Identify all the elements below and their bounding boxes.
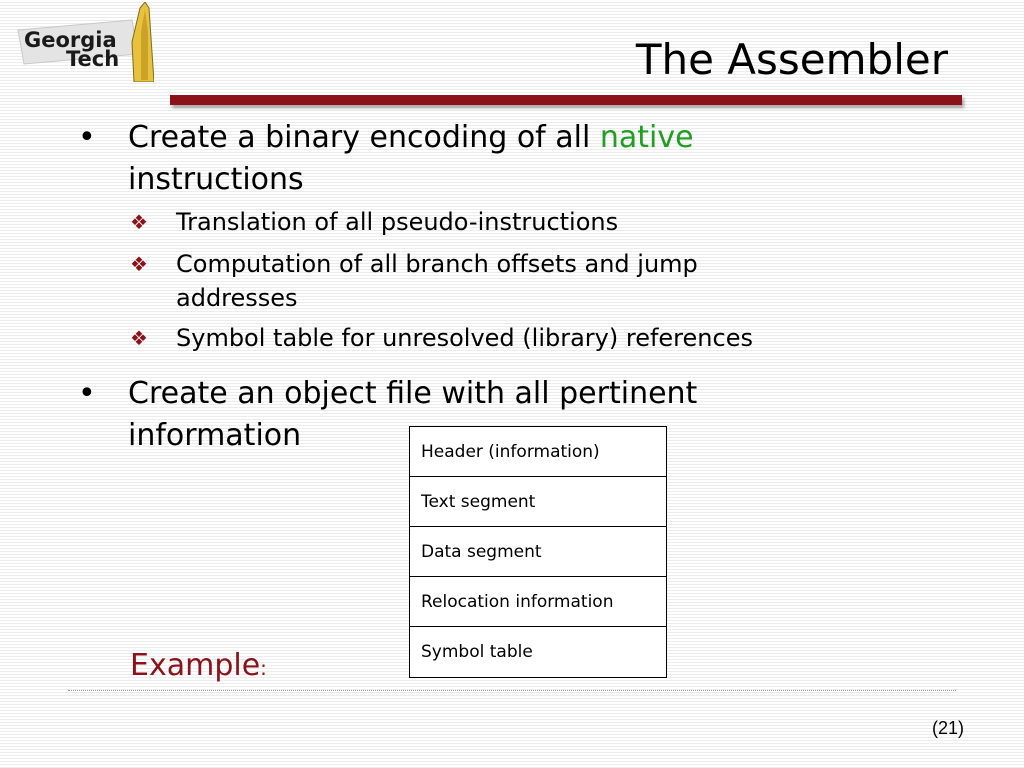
diamond-bullet-icon: ❖ bbox=[130, 210, 148, 234]
object-file-section-data: Data segment bbox=[410, 527, 666, 577]
bullet-text-end: instructions bbox=[128, 162, 304, 197]
bullet-text-start: Create a binary encoding of all bbox=[128, 120, 600, 155]
object-file-section-header: Header (information) bbox=[410, 427, 666, 477]
object-file-section-relocation: Relocation information bbox=[410, 577, 666, 627]
bullet-dot: • bbox=[78, 376, 96, 411]
logo-line1: Georgia bbox=[24, 28, 117, 52]
sub-bullet-text: Computation of all branch offsets and jump addresses bbox=[176, 250, 698, 312]
object-file-section-text: Text segment bbox=[410, 477, 666, 527]
page-number: (21) bbox=[931, 718, 964, 738]
example-label bbox=[130, 648, 267, 683]
footer-divider bbox=[68, 690, 956, 692]
native-highlight: native bbox=[599, 120, 694, 155]
example-colon: : bbox=[260, 656, 267, 680]
bullet-text bbox=[128, 117, 828, 201]
object-file-section-symbol-table: Symbol table bbox=[421, 642, 533, 662]
bullet-text: Create an object file with all pertinent information bbox=[128, 376, 698, 453]
georgia-tech-logo bbox=[14, 2, 154, 82]
sub-bullet-text: Symbol table for unresolved (library) references bbox=[176, 324, 753, 352]
logo-line2: Tech bbox=[66, 47, 120, 71]
example-text: Example bbox=[130, 648, 261, 683]
slide-title: The Assembler bbox=[635, 35, 948, 84]
title-divider-bar bbox=[170, 95, 962, 105]
object-file-layout-table bbox=[409, 426, 667, 678]
diamond-bullet-icon: ❖ bbox=[130, 252, 148, 276]
bullet-dot: • bbox=[78, 120, 96, 155]
diamond-bullet-icon: ❖ bbox=[130, 326, 148, 350]
sub-bullet-text: Translation of all pseudo-instructions bbox=[176, 208, 619, 236]
